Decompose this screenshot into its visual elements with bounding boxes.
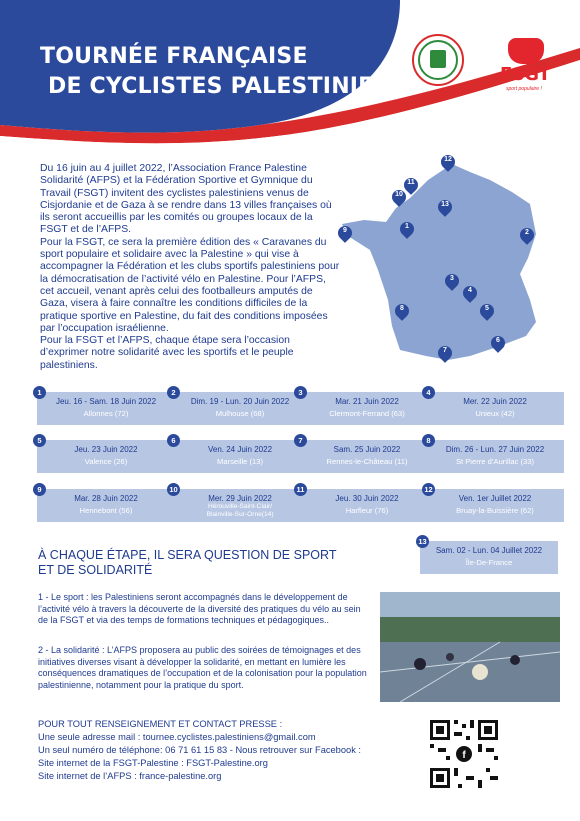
stage-card-13: [418, 537, 558, 574]
stage-date: Sam. 02 - Lun. 04 Juillet 2022: [435, 546, 543, 555]
stage-card-6: [171, 436, 309, 473]
map-pin-3: 3: [445, 274, 459, 288]
stage-city: Clermont-Ferrand (63): [329, 409, 405, 418]
title-line-2: DE CYCLISTES PALESTINIENS: [48, 74, 409, 99]
stage-card-5: [37, 436, 175, 473]
stage-city: Unieux (42): [475, 409, 515, 418]
stage-number-badge: 1: [33, 386, 46, 399]
stage-number-badge: 8: [422, 434, 435, 447]
title-line-1: TOURNÉE FRANÇAISE: [40, 44, 308, 69]
stage-city: Valence (26): [84, 457, 128, 466]
intro-paragraph-2: Pour la FSGT, ce sera la première édition des « Caravanes du sport populaire et solidaire avec la Palestine » qui vise à accompagner la Fédération et les clubs sportifs palestiniens pour la démocratisation de l’activité vélo en Palestine. Pour l’AFPS, cet accueil, venant après celui des footballeurs amputés de Gaza, visera à faire connaître les conditions difficiles de la pratique sportive en Palestine, du fait des conditions imposées par l’occupation israélienne.: [40, 236, 340, 334]
stage-city: Mulhouse (68): [215, 409, 265, 418]
map-pin-9: 9: [338, 226, 352, 240]
stage-card-7: [298, 436, 436, 473]
stage-card-8: [426, 436, 564, 473]
intro-paragraph-3: Pour la FSGT et l’AFPS, chaque étape sera l’occasion d’exprimer notre solidarité avec les sportifs et le peuple palestiniens.: [40, 335, 294, 371]
fsgt-wordmark: FSGT: [500, 64, 550, 85]
stage-date: Jeu. 23 Juin 2022: [74, 445, 138, 454]
page-title: [40, 42, 408, 102]
map-pin-5: 5: [480, 304, 494, 318]
stage-city: Île-De-France: [465, 558, 513, 567]
stage-number-badge: 7: [294, 434, 307, 447]
stage-date: Dim. 19 - Lun. 20 Juin 2022: [190, 397, 290, 406]
stage-card-3: [298, 388, 436, 425]
section-heading: [38, 548, 368, 578]
map-pin-12: 12: [441, 155, 455, 169]
stage-date: Mer. 22 Juin 2022: [463, 397, 527, 406]
stage-date: Mar. 21 Juin 2022: [335, 397, 399, 406]
contact-site-fsgt[interactable]: Site internet de la FSGT-Palestine : FSGT-Palestine.org: [38, 758, 268, 768]
stage-city: Bruay-la-Buissière (62): [456, 506, 534, 515]
stage-city: St Pierre d’Aurillac (33): [455, 457, 535, 466]
header-banner: [0, 0, 580, 160]
map-pin-8: 8: [395, 304, 409, 318]
map-pin-10: 10: [392, 190, 406, 204]
afps-logo: [412, 34, 464, 86]
stage-card-11: [296, 485, 436, 522]
stage-number-badge: 13: [416, 535, 429, 548]
stage-date: Jeu. 30 Juin 2022: [335, 494, 399, 503]
stage-card-2: [171, 388, 309, 425]
stage-card-1: [37, 388, 175, 425]
stage-city: Marseille (13): [217, 457, 263, 466]
contact-site-afps[interactable]: Site internet de l’AFPS : france-palestine.org: [38, 771, 222, 781]
stage-date: Sam. 25 Juin 2022: [333, 445, 401, 454]
map-pin-6: 6: [491, 336, 505, 350]
contact-block: [38, 718, 398, 783]
stage-city: Hennebont (56): [79, 506, 133, 515]
map-pin-4: 4: [463, 286, 477, 300]
stage-number-badge: 6: [167, 434, 180, 447]
section-heading-line-1: À CHAQUE ÉTAPE, IL SERA QUESTION DE SPORT: [38, 548, 337, 562]
stage-city: Allonnes (72): [83, 409, 129, 418]
stage-number-badge: 10: [167, 483, 180, 496]
sport-paragraph: 1 - Le sport : les Palestiniens seront accompagnés dans le développement de l’activité vélo à travers la découverte de la diversité des pratiques du vélo au sein de la FSGT et via des temps de formations techniques et pédagogiques..: [38, 592, 361, 626]
intro-paragraph-1: Du 16 juin au 4 juillet 2022, l’Association France Palestine Solidarité (AFPS) et la Fédération Sportive et Gymnique du Travail (FSGT) invitent des cyclistes palestiniens venus de Cisjordanie et de Gaza à se rendre dans 13 villes françaises où ils seront accueillis par les comités ou groupes locaux de la FSGT et de l’AFPS.: [40, 163, 332, 236]
section-heading-line-2: ET DE SOLIDARITÉ: [38, 563, 153, 577]
stage-date: Mer. 29 Juin 2022: [208, 494, 272, 503]
qr-code-icon[interactable]: [428, 718, 500, 790]
cyclists-photo-illustration: [380, 592, 560, 702]
solidarity-paragraph: 2 - La solidarité : L’AFPS proposera au public des soirées de témoignages et des initiatives diverses visant à développer la solidarité, en mettant en lumière les conséquences dramatiques de l’occupation et de la colonisation pour la population palestinienne, notamment pour la pratique du sport.: [38, 645, 367, 690]
stage-date: Ven. 1er Juillet 2022: [458, 494, 532, 503]
contact-phone: Un seul numéro de téléphone: 06 71 61 15 83 - Nous retrouver sur Facebook :: [38, 745, 362, 755]
stage-number-badge: 2: [167, 386, 180, 399]
map-pin-11: 11: [404, 178, 418, 192]
map-pin-1: 1: [400, 222, 414, 236]
contact-heading: POUR TOUT RENSEIGNEMENT ET CONTACT PRESSE :: [38, 719, 283, 729]
stage-date: Mar. 28 Juin 2022: [74, 494, 138, 503]
stage-number-badge: 5: [33, 434, 46, 447]
stage-number-badge: 3: [294, 386, 307, 399]
stage-card-10: [169, 485, 309, 522]
stage-number-badge: 4: [422, 386, 435, 399]
map-pin-7: 7: [438, 346, 452, 360]
map-pin-13: 13: [438, 200, 452, 214]
stage-date: Ven. 24 Juin 2022: [207, 445, 273, 454]
cyclists-photo: [380, 592, 560, 702]
stage-card-12: [424, 485, 564, 522]
stage-city: Rennes-le-Château (11): [326, 457, 408, 466]
fsgt-emblem-icon: [508, 38, 544, 64]
stage-date: Jeu. 16 - Sam. 18 Juin 2022: [55, 397, 157, 406]
contact-email[interactable]: Une seule adresse mail : tournee.cyclistes.palestiniens@gmail.com: [38, 732, 316, 742]
svg-text:f: f: [462, 750, 466, 761]
france-map: [330, 150, 560, 380]
map-pin-2: 2: [520, 228, 534, 242]
stage-number-badge: 9: [33, 483, 46, 496]
intro-text: [40, 163, 340, 372]
stage-number-badge: 11: [294, 483, 307, 496]
stage-city: Harfleur (76): [345, 506, 389, 515]
stage-city-line-1: Hérouville-Saint-Clair/: [207, 503, 273, 510]
stage-number-badge: 12: [422, 483, 435, 496]
stage-date: Dim. 26 - Lun. 27 Juin 2022: [445, 445, 545, 454]
stage-card-4: [426, 388, 564, 425]
stage-city-line-2: Blainville-Sur-Orne(14): [206, 511, 274, 518]
fsgt-logo: [498, 38, 556, 98]
fsgt-tagline: sport populaire !: [506, 86, 542, 92]
stage-city: [171, 503, 309, 519]
